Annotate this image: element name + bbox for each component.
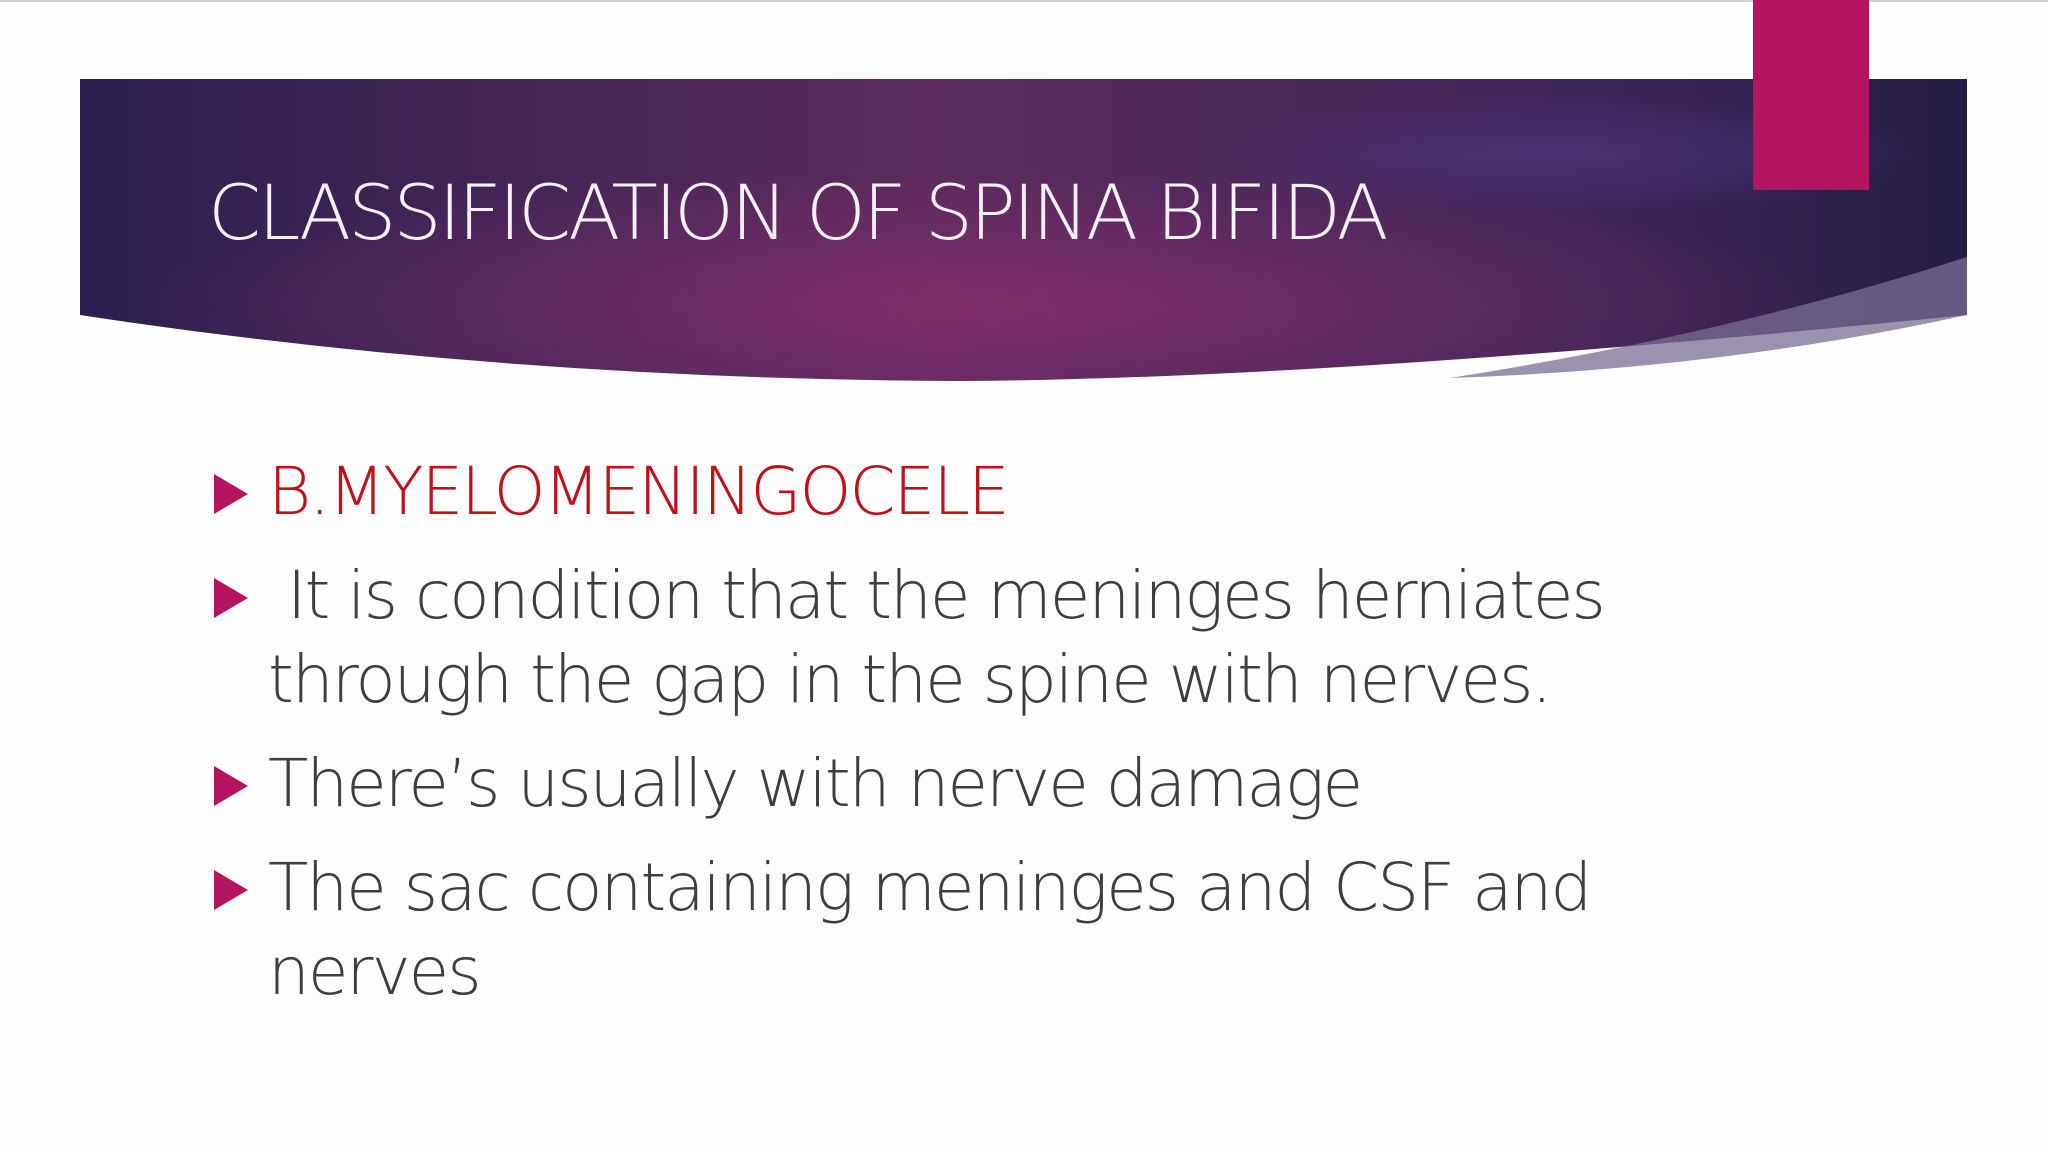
bullet-item [210,846,1660,1014]
bullet-text: B.MYELOMENINGOCELE [268,453,1008,530]
bullet-text: It is condition that the meninges herniates through the gap in the spine with nerves. [268,557,1623,718]
bullet-item [210,742,1660,826]
bullet-item [210,554,1660,722]
bullet-text: There’s usually with nerve damage [268,745,1362,822]
triangle-right-icon [214,870,248,910]
bullet-list [210,450,1660,1014]
accent-tab [1753,0,1869,190]
slide-title: CLASSIFICATION OF SPINA BIFIDA [208,168,1386,257]
triangle-right-icon [214,766,248,806]
bullet-item [210,450,1660,534]
triangle-right-icon [214,578,248,618]
bullet-text: The sac containing meninges and CSF and nerves [268,849,1591,1010]
top-divider [0,0,2048,2]
triangle-right-icon [214,474,248,514]
